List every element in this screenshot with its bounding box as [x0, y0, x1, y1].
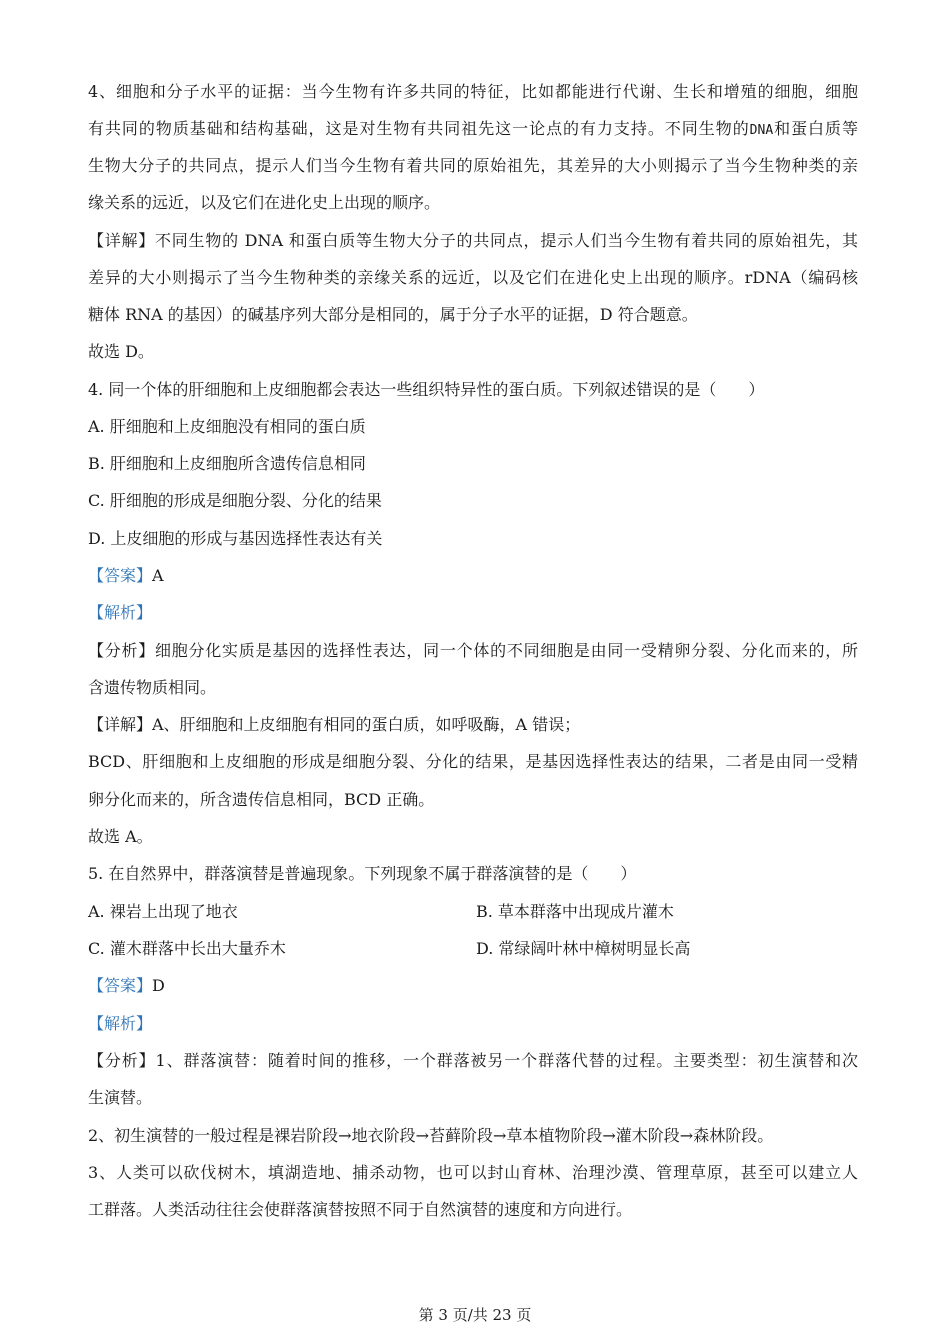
- option-b: B. 肝细胞和上皮细胞所含遗传信息相同: [88, 454, 366, 473]
- option-d: D. 上皮细胞的形成与基因选择性表达有关: [88, 529, 383, 548]
- text-line: 4、细胞和分子水平的证据：当今生物有许多共同的特征，比如都能进行代谢、生长和增殖的细胞，细胞: [88, 82, 858, 101]
- option-d: D. 常绿阔叶林中樟树明显长高: [476, 939, 691, 958]
- text-line: 【详解】A、肝细胞和上皮细胞有相同的蛋白质，如呼吸酶，A 错误；: [88, 715, 581, 734]
- text-line: 工群落。人类活动往往会使群落演替按照不同于自然演替的速度和方向进行。: [88, 1200, 633, 1219]
- analysis-tag: 【解析】: [88, 603, 153, 622]
- text-segment: DNA: [749, 123, 774, 138]
- option-a: A. 裸岩上出现了地衣: [88, 902, 238, 921]
- text-line: BCD、肝细胞和上皮细胞的形成是细胞分裂、分化的结果，是基因选择性表达的结果，二者是由同一受精: [88, 752, 858, 771]
- question-4: 4. 同一个体的肝细胞和上皮细胞都会表达一些组织特异性的蛋白质。下列叙述错误的是（ ）: [88, 380, 765, 399]
- text-line: 差异的大小则揭示了当今生物种类的亲缘关系的远近，以及它们在进化史上出现的顺序。rDNA（编码核: [88, 268, 858, 287]
- text-line: 生物大分子的共同点，提示人们当今生物有着共同的原始祖先，其差异的大小则揭示了当今生物种类的亲: [88, 156, 858, 175]
- option-a: A. 肝细胞和上皮细胞没有相同的蛋白质: [88, 417, 366, 436]
- option-c: C. 灌木群落中长出大量乔木: [88, 939, 286, 958]
- text-line: 【详解】不同生物的 DNA 和蛋白质等生物大分子的共同点，提示人们当今生物有着共同的原始祖先，其: [88, 231, 858, 250]
- text-line: 2、初生演替的一般过程是裸岩阶段→地衣阶段→苔藓阶段→草本植物阶段→灌木阶段→森林阶段。: [88, 1126, 774, 1145]
- text-segment: 和蛋白质等: [773, 119, 858, 138]
- text-line: 卵分化而来的，所含遗传信息相同，BCD 正确。: [88, 790, 435, 809]
- text-line: 故选 A。: [88, 827, 153, 846]
- text-line: 【分析】细胞分化实质是基因的选择性表达，同一个体的不同细胞是由同一受精卵分裂、分化而来的，所: [88, 641, 858, 660]
- answer-tag: 【答案】: [88, 976, 153, 995]
- answer-line: [88, 566, 164, 586]
- text-line: 含遗传物质相同。: [88, 678, 217, 697]
- text-line: [88, 119, 858, 139]
- answer-tag: 【答案】: [88, 566, 153, 585]
- answer-value: A: [152, 566, 164, 585]
- text-line: 生演替。: [88, 1088, 153, 1107]
- text-line: 3、人类可以砍伐树木，填湖造地、捕杀动物，也可以封山育林、治理沙漠、管理草原，甚至可以建立人: [88, 1163, 858, 1182]
- option-c: C. 肝细胞的形成是细胞分裂、分化的结果: [88, 491, 382, 510]
- text-line: 缘关系的远近，以及它们在进化史上出现的顺序。: [88, 193, 441, 212]
- analysis-tag: 【解析】: [88, 1014, 153, 1033]
- answer-line: [88, 976, 165, 996]
- text-segment: 有共同的物质基础和结构基础，这是对生物有共同祖先这一论点的有力支持。不同生物的: [88, 119, 750, 138]
- text-line: 糖体 RNA 的基因）的碱基序列大部分是相同的，属于分子水平的证据，D 符合题意。: [88, 305, 698, 324]
- option-b: B. 草本群落中出现成片灌木: [476, 902, 674, 921]
- answer-value: D: [152, 976, 165, 995]
- page-footer: 第 3 页/共 23 页: [418, 1306, 532, 1324]
- question-5: 5. 在自然界中，群落演替是普遍现象。下列现象不属于群落演替的是（ ）: [88, 864, 637, 883]
- text-line: 【分析】1、群落演替：随着时间的推移，一个群落被另一个群落代替的过程。主要类型：初生演替和次: [88, 1051, 858, 1070]
- text-line: 故选 D。: [88, 342, 154, 361]
